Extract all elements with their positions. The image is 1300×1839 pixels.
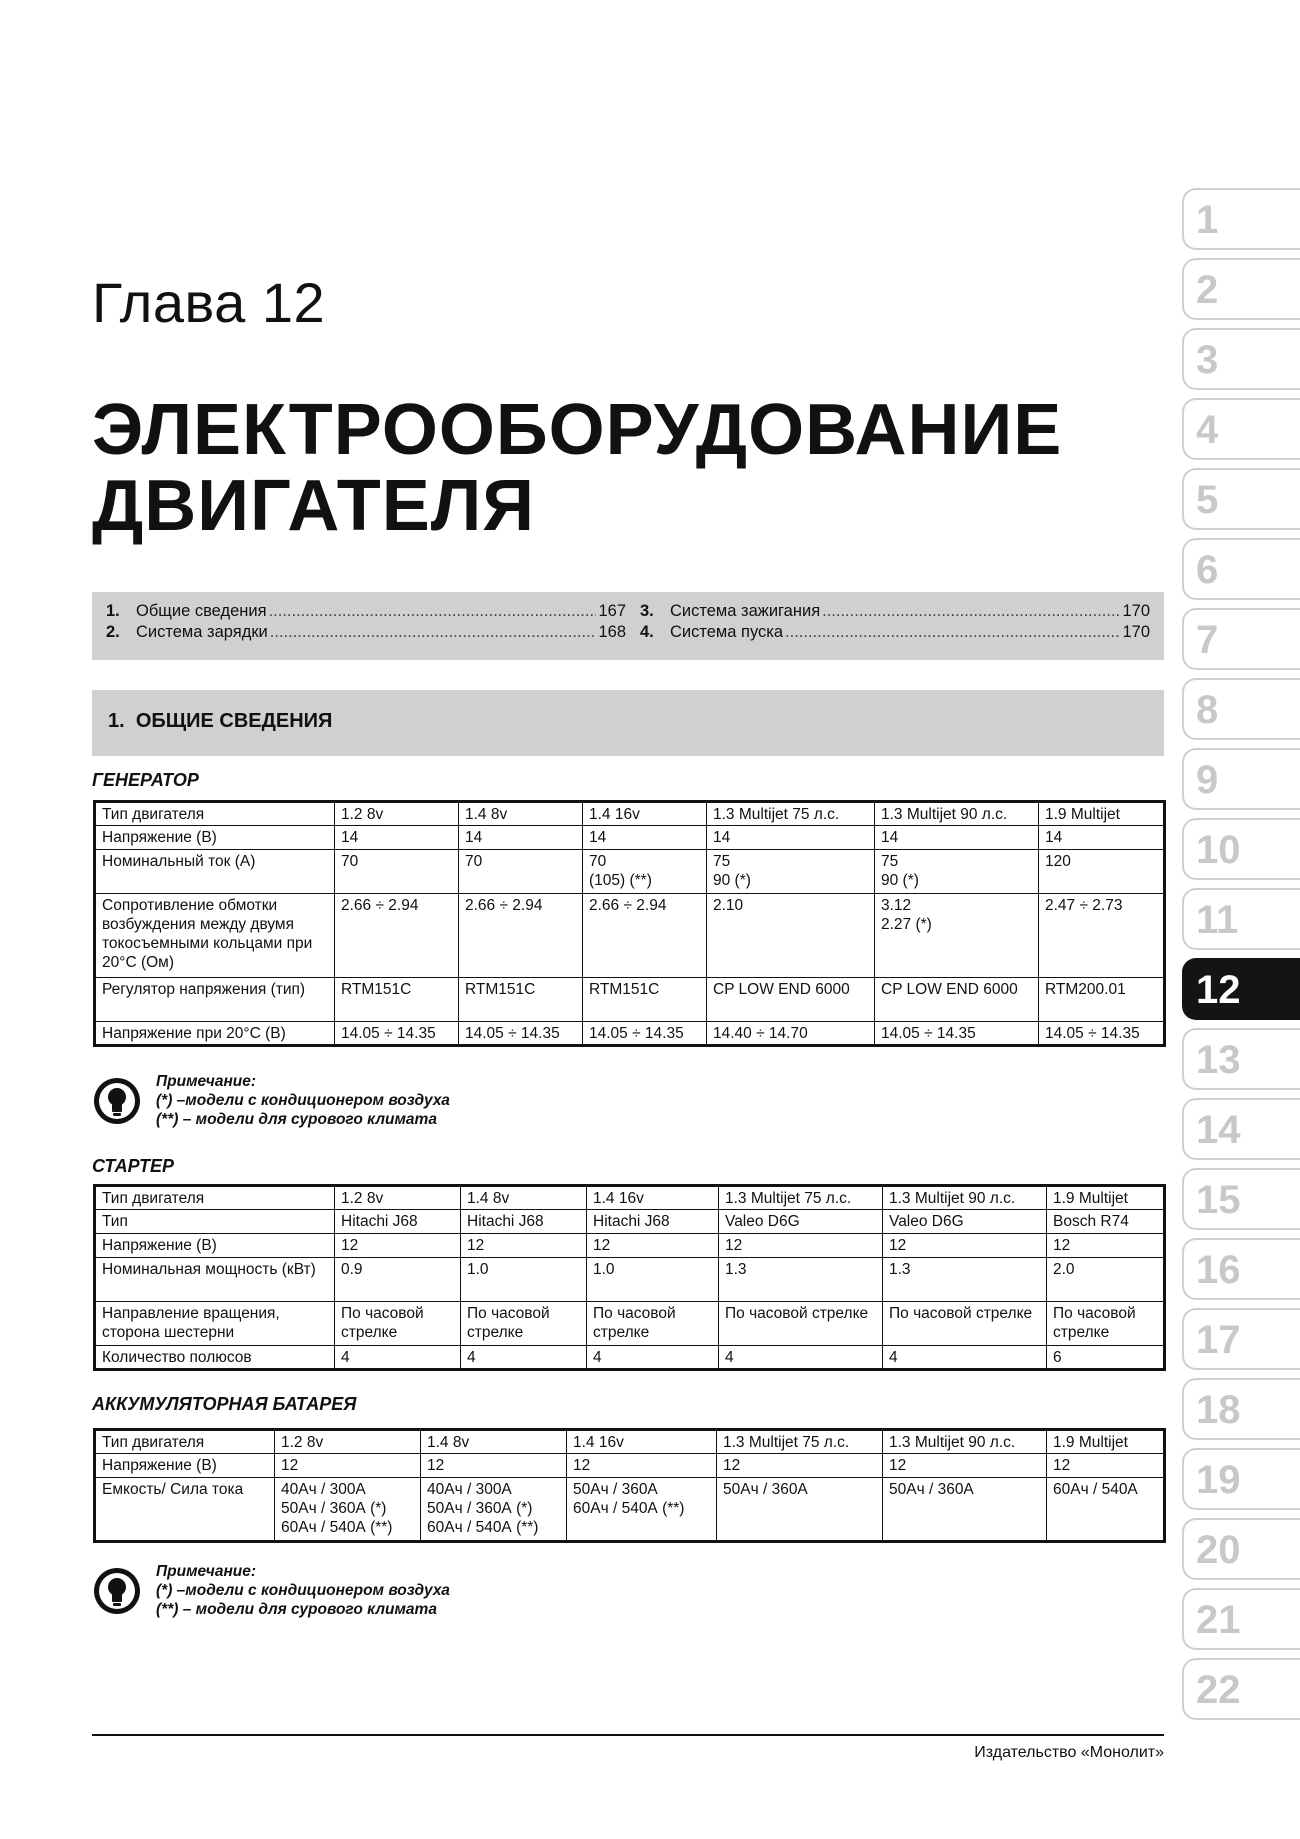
toc-item-number: 3. [640,602,654,620]
toc-item[interactable] [106,623,626,644]
table-cell: 1.3 Multijet 90 л.с. [875,802,1039,826]
table-cell: 1.3 Multijet 75 л.с. [707,802,875,826]
chapter-tab-14[interactable]: 14 [1182,1098,1300,1160]
chapter-tab-11[interactable]: 11 [1182,888,1300,950]
chapter-title-line-2: ДВИГАТЕЛЯ [92,466,536,546]
toc-item-number: 4. [640,623,654,641]
table-cell: 1.3 [719,1258,883,1302]
toc-item-number: 2. [106,623,120,641]
table-cell: CP LOW END 6000 [707,978,875,1022]
table-cell: Valeo D6G [719,1210,883,1234]
table-cell: 2.10 [707,894,875,978]
table-cell: 1.4 8v [421,1430,567,1454]
starter-table [93,1184,1166,1371]
table-cell: RTM151C [583,978,707,1022]
table-cell: 14 [583,826,707,850]
table-cell: По часовой стрелке [883,1302,1047,1346]
row-label-cell: Направление вращения, сторона шестерни [95,1302,335,1346]
chapter-tab-19[interactable]: 19 [1182,1448,1300,1510]
table-row [95,1346,1165,1370]
lightbulb-icon [92,1566,142,1616]
row-label-cell: Напряжение (В) [95,1234,335,1258]
chapter-tab-18[interactable]: 18 [1182,1378,1300,1440]
table-row [95,1454,1165,1478]
starter-table-body [95,1186,1165,1370]
note-block-2 [92,1562,692,1622]
table-cell: 14.05 ÷ 14.35 [1039,1022,1165,1046]
table-cell: 70 [335,850,459,894]
table-cell: 14.40 ÷ 14.70 [707,1022,875,1046]
chapter-tab-10[interactable]: 10 [1182,818,1300,880]
table-row [95,1210,1165,1234]
table-cell: По часовой стрелке [719,1302,883,1346]
chapter-title [92,390,1063,546]
table-cell: Bosch R74 [1047,1210,1165,1234]
chapter-tab-8[interactable]: 8 [1182,678,1300,740]
table-cell: 12 [719,1234,883,1258]
table-cell: 1.9 Multijet [1047,1430,1165,1454]
table-cell: 60Ач / 540А [1047,1478,1165,1542]
table-cell: По часовой стрелке [461,1302,587,1346]
table-cell: 14.05 ÷ 14.35 [459,1022,583,1046]
toc-leader-dots [822,602,1120,621]
table-cell: 1.3 Multijet 90 л.с. [883,1430,1047,1454]
section-number: 1. [108,710,125,732]
table-row [95,1234,1165,1258]
table-cell: 12 [883,1454,1047,1478]
table-cell: 2.0 [1047,1258,1165,1302]
toc-item[interactable] [640,602,1150,623]
row-label-cell: Количество полюсов [95,1346,335,1370]
generator-table [93,800,1166,1047]
table-cell: По часовой стрелке [587,1302,719,1346]
chapter-tab-15[interactable]: 15 [1182,1168,1300,1230]
table-cell: 14.05 ÷ 14.35 [335,1022,459,1046]
table-cell: 75 90 (*) [875,850,1039,894]
table-cell: 1.3 [883,1258,1047,1302]
table-cell: 1.3 Multijet 75 л.с. [719,1186,883,1210]
table-cell: 1.3 Multijet 75 л.с. [717,1430,883,1454]
section-heading [108,710,332,733]
table-cell: 14.05 ÷ 14.35 [875,1022,1039,1046]
note-line: (*) –модели с кондиционером воздуха [156,1582,450,1599]
table-cell: 14 [459,826,583,850]
battery-table-body [95,1430,1165,1542]
table-cell: RTM151C [459,978,583,1022]
table-row [95,802,1165,826]
table-cell: 14 [1039,826,1165,850]
table-cell: 1.2 8v [275,1430,421,1454]
table-cell: 0.9 [335,1258,461,1302]
toc-item-page: 168 [598,623,626,641]
table-row [95,978,1165,1022]
table-of-contents [92,592,1164,660]
row-label-cell: Номинальная мощность (кВт) [95,1258,335,1302]
chapter-tab-1[interactable]: 1 [1182,188,1300,250]
table-cell: 12 [461,1234,587,1258]
table-cell: 1.0 [587,1258,719,1302]
chapter-tab-9[interactable]: 9 [1182,748,1300,810]
table-cell: 50Ач / 360А 60Ач / 540А (**) [567,1478,717,1542]
row-label-cell: Напряжение (В) [95,1454,275,1478]
table-cell: RTM200.01 [1039,978,1165,1022]
note-line: (*) –модели с кондиционером воздуха [156,1092,450,1109]
toc-item-label: Система зажигания [670,602,821,620]
chapter-label: Глава 12 [92,271,326,334]
row-label-cell: Номинальный ток (А) [95,850,335,894]
chapter-tab-20[interactable]: 20 [1182,1518,1300,1580]
toc-leader-dots [270,623,597,642]
table-cell: 12 [883,1234,1047,1258]
row-label-cell: Напряжение при 20°С (В) [95,1022,335,1046]
table-cell: 1.9 Multijet [1039,802,1165,826]
chapter-tab-4[interactable]: 4 [1182,398,1300,460]
toc-item[interactable] [106,602,626,623]
toc-leader-dots [785,623,1120,642]
row-label-cell: Напряжение (В) [95,826,335,850]
table-cell: 40Ач / 300А 50Ач / 360А (*) 60Ач / 540А (**) [421,1478,567,1542]
row-label-cell: Тип [95,1210,335,1234]
note-text [156,1072,450,1129]
table-cell: 1.4 8v [459,802,583,826]
note-block-1 [92,1072,692,1132]
table-cell: 40Ач / 300А 50Ач / 360А (*) 60Ач / 540А (**) [275,1478,421,1542]
table-row [95,894,1165,978]
toc-leader-dots [269,602,597,621]
generator-table-body [95,802,1165,1046]
chapter-tab-12[interactable]: 12 [1182,958,1300,1020]
toc-column-left [106,602,626,644]
toc-item-page: 170 [1122,623,1150,641]
table-row [95,1022,1165,1046]
table-cell: 12 [275,1454,421,1478]
chapter-tab-16[interactable]: 16 [1182,1238,1300,1300]
footer-divider [92,1734,1164,1736]
table-cell: 4 [335,1346,461,1370]
table-cell: 120 [1039,850,1165,894]
table-cell: RTM151C [335,978,459,1022]
chapter-tab-13[interactable]: 13 [1182,1028,1300,1090]
table-cell: Hitachi J68 [461,1210,587,1234]
table-cell: 1.0 [461,1258,587,1302]
table-cell: 4 [883,1346,1047,1370]
table-cell: 70 [459,850,583,894]
table-cell: 14 [707,826,875,850]
section-banner [92,690,1164,756]
starter-heading: СТАРТЕР [92,1156,174,1176]
generator-heading: ГЕНЕРАТОР [92,770,199,790]
table-row [95,1186,1165,1210]
note-title: Примечание: [156,1073,257,1090]
table-cell: 12 [1047,1234,1165,1258]
toc-item-number: 1. [106,602,120,620]
footer-publisher: Издательство «Монолит» [974,1744,1164,1761]
row-label-cell: Регулятор напряжения (тип) [95,978,335,1022]
chapter-title-line-1: ЭЛЕКТРООБОРУДОВАНИЕ [92,390,1063,470]
table-cell: По часовой стрелке [1047,1302,1165,1346]
table-cell: 14.05 ÷ 14.35 [583,1022,707,1046]
chapter-tab-3[interactable]: 3 [1182,328,1300,390]
toc-item-label: Общие сведения [136,602,267,620]
note-line: (**) – модели для сурового климата [156,1601,437,1618]
table-cell: 12 [717,1454,883,1478]
note-title: Примечание: [156,1563,257,1580]
table-row [95,1258,1165,1302]
table-cell: CP LOW END 6000 [875,978,1039,1022]
table-cell: 12 [1047,1454,1165,1478]
table-cell: 1.2 8v [335,1186,461,1210]
toc-item-page: 170 [1122,602,1150,620]
toc-item-label: Система пуска [670,623,784,641]
table-cell: 1.2 8v [335,802,459,826]
lightbulb-icon [92,1076,142,1126]
table-cell: 6 [1047,1346,1165,1370]
toc-item-page: 167 [598,602,626,620]
table-cell: 50Ач / 360А [883,1478,1047,1542]
table-row [95,826,1165,850]
table-cell: 75 90 (*) [707,850,875,894]
table-cell: 12 [567,1454,717,1478]
battery-heading: АККУМУЛЯТОРНАЯ БАТАРЕЯ [92,1394,357,1414]
table-cell: 2.66 ÷ 2.94 [459,894,583,978]
chapter-tab-7[interactable]: 7 [1182,608,1300,670]
note-text [156,1562,450,1619]
table-cell: 2.66 ÷ 2.94 [335,894,459,978]
table-cell: 14 [875,826,1039,850]
table-row [95,850,1165,894]
table-cell: 1.4 8v [461,1186,587,1210]
chapter-tab-21[interactable]: 21 [1182,1588,1300,1650]
table-cell: 4 [587,1346,719,1370]
toc-item[interactable] [640,623,1150,644]
toc-item-label: Система зарядки [136,623,268,641]
table-cell: 70 (105) (**) [583,850,707,894]
chapter-tab-5[interactable]: 5 [1182,468,1300,530]
note-line: (**) – модели для сурового климата [156,1111,437,1128]
table-cell: Hitachi J68 [335,1210,461,1234]
table-cell: Valeo D6G [883,1210,1047,1234]
chapter-tab-17[interactable]: 17 [1182,1308,1300,1370]
table-cell: 12 [421,1454,567,1478]
table-row [95,1430,1165,1454]
table-cell: 12 [335,1234,461,1258]
table-row [95,1302,1165,1346]
table-cell: 50Ач / 360А [717,1478,883,1542]
row-label-cell: Тип двигателя [95,1186,335,1210]
table-cell: 3.12 2.27 (*) [875,894,1039,978]
battery-table [93,1428,1166,1543]
table-row [95,1478,1165,1542]
chapter-tab-22[interactable]: 22 [1182,1658,1300,1720]
chapter-tab-2[interactable]: 2 [1182,258,1300,320]
toc-column-right [640,602,1150,644]
table-cell: 1.4 16v [583,802,707,826]
table-cell: 12 [587,1234,719,1258]
table-cell: 2.47 ÷ 2.73 [1039,894,1165,978]
table-cell: 1.3 Multijet 90 л.с. [883,1186,1047,1210]
row-label-cell: Сопротивление обмотки возбуждения между двумя токосъемными кольцами при 20°С (Ом) [95,894,335,978]
table-cell: По часовой стрелке [335,1302,461,1346]
table-cell: 4 [719,1346,883,1370]
table-cell: 1.9 Multijet [1047,1186,1165,1210]
row-label-cell: Тип двигателя [95,802,335,826]
table-cell: 2.66 ÷ 2.94 [583,894,707,978]
table-cell: 4 [461,1346,587,1370]
table-cell: 1.4 16v [587,1186,719,1210]
section-title: ОБЩИЕ СВЕДЕНИЯ [135,710,333,732]
table-cell: Hitachi J68 [587,1210,719,1234]
row-label-cell: Тип двигателя [95,1430,275,1454]
chapter-tab-6[interactable]: 6 [1182,538,1300,600]
row-label-cell: Емкость/ Сила тока [95,1478,275,1542]
table-cell: 1.4 16v [567,1430,717,1454]
table-cell: 14 [335,826,459,850]
